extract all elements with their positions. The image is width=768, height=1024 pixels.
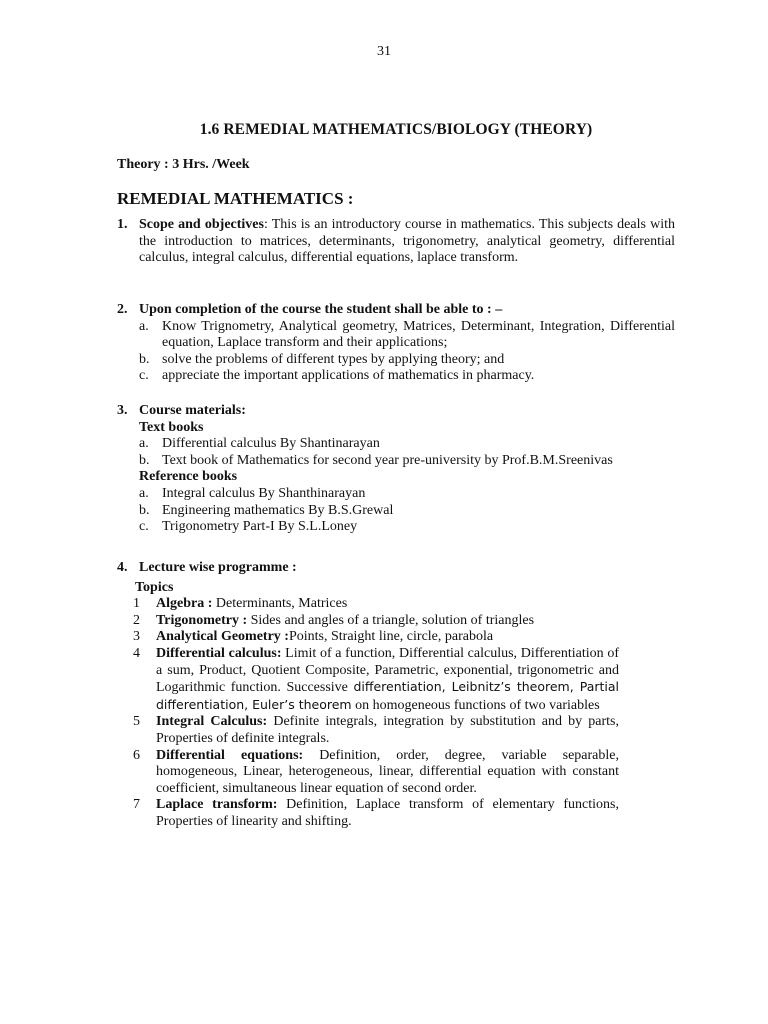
topic-text: Sides and angles of a triangle, solution of triangles (247, 612, 535, 628)
topic-number: 5 (133, 714, 140, 730)
item-letter: b. (139, 502, 150, 518)
topic-number: 3 (133, 629, 140, 645)
topic-number: 6 (133, 747, 140, 763)
list-item (139, 486, 675, 503)
item-letter: a. (139, 436, 149, 452)
topic-item (133, 596, 619, 613)
list-item (139, 319, 675, 352)
section-heading: REMEDIAL MATHEMATICS : (117, 189, 354, 208)
list-item (139, 503, 675, 520)
item-text: Engineering mathematics By B.S.Grewal (162, 502, 394, 518)
section-scope (117, 217, 675, 267)
item-letter: b. (139, 452, 150, 468)
item-letter: c. (139, 519, 149, 535)
list-item (139, 519, 675, 536)
topic-number: 4 (133, 645, 140, 661)
item-text: Differential calculus By Shantinarayan (162, 436, 380, 452)
topic-label: Integral Calculus: (156, 714, 268, 730)
scope-label: Scope and objectives (139, 217, 264, 232)
list-item (139, 368, 675, 385)
page-number: 31 (377, 44, 391, 59)
topic-item (133, 629, 619, 646)
outcomes-heading: Upon completion of the course the student shall be able to : – (139, 302, 503, 317)
topic-label: Differential calculus: (156, 645, 282, 661)
topic-number: 1 (133, 596, 140, 612)
topic-item (133, 714, 619, 747)
section-outcomes (117, 302, 675, 385)
materials-heading: Course materials: (139, 403, 246, 418)
topic-text: Limit of a function, Differential calculus, Differentiation of a sum, Product, Quotient Composite, Parametric, exponential, trigonometric and Logarithmic function. Successive (156, 645, 619, 696)
item-letter: a. (139, 318, 149, 334)
item-text: appreciate the important applications of mathematics in pharmacy. (162, 368, 535, 384)
section-materials (117, 403, 675, 536)
item-letter: b. (139, 351, 150, 367)
topic-text: Points, Straight line, circle, parabola (288, 629, 494, 645)
topic-label: Trigonometry : (156, 612, 248, 628)
topic-item (133, 646, 619, 714)
item-text: Trigonometry Part-I By S.L.Loney (162, 519, 358, 535)
section-lectures (117, 560, 619, 831)
item-text: solve the problems of different types by applying theory; and (162, 351, 505, 367)
page-title: 1.6 REMEDIAL MATHEMATICS/BIOLOGY (THEORY) (199, 121, 593, 138)
topic-label: Differential equations: (156, 747, 304, 763)
item-text: Text book of Mathematics for second year pre-university by Prof.B.M.Sreenivas (162, 452, 613, 468)
scope-paragraph (139, 217, 675, 267)
topic-label: Algebra : (156, 596, 213, 612)
topic-text: Determinants, Matrices (212, 596, 348, 612)
scope-text: : This is an introductory course in mathematics. This subjects deals with the introduction to matrices, determinants, trigonometry, analytical geometry, differential calculus, integral calculus, differential equations, laplace transform. (139, 217, 675, 266)
section-number: 3. (117, 403, 128, 418)
topic-item (133, 613, 619, 630)
theory-hours: Theory : 3 Hrs. /Week (117, 157, 250, 172)
section-number: 1. (117, 217, 128, 232)
topic-text: Definition, Laplace transform of elementary functions, Properties of linearity and shifting. (156, 797, 619, 829)
topic-number: 7 (133, 797, 140, 813)
topic-item (133, 797, 619, 830)
topic-text-end: on homogeneous functions of two variables (355, 697, 600, 713)
reference-label: Reference books (139, 469, 238, 485)
topic-text-sans: differentiation, Leibnitz’s theorem, Partial differentiation, Euler’s theorem (156, 679, 619, 712)
textbooks-label: Text books (139, 419, 204, 435)
list-item (139, 352, 675, 369)
section-number: 2. (117, 302, 128, 317)
topic-label: Analytical Geometry : (156, 629, 289, 645)
list-item (139, 453, 675, 470)
item-text: Know Trignometry, Analytical geometry, Matrices, Determinant, Integration, Differential equation, Laplace transform and their applications; (162, 318, 675, 351)
topic-item (133, 748, 619, 798)
section-number: 4. (117, 560, 128, 575)
list-item (139, 436, 675, 453)
topic-number: 2 (133, 612, 140, 628)
item-letter: a. (139, 485, 149, 501)
item-text: Integral calculus By Shanthinarayan (162, 485, 366, 501)
lectures-heading: Lecture wise programme : (139, 560, 297, 575)
topic-text: Definite integrals, integration by substitution and by parts, Properties of definite integrals. (156, 714, 620, 746)
item-letter: c. (139, 368, 149, 384)
topic-label: Laplace transform: (156, 797, 278, 813)
topic-text: Definition, order, degree, variable separable, homogeneous, Linear, heterogeneous, linear, differential equation with constant coefficient, simultaneous linear equation of second order. (156, 747, 619, 796)
topics-label: Topics (135, 579, 174, 595)
